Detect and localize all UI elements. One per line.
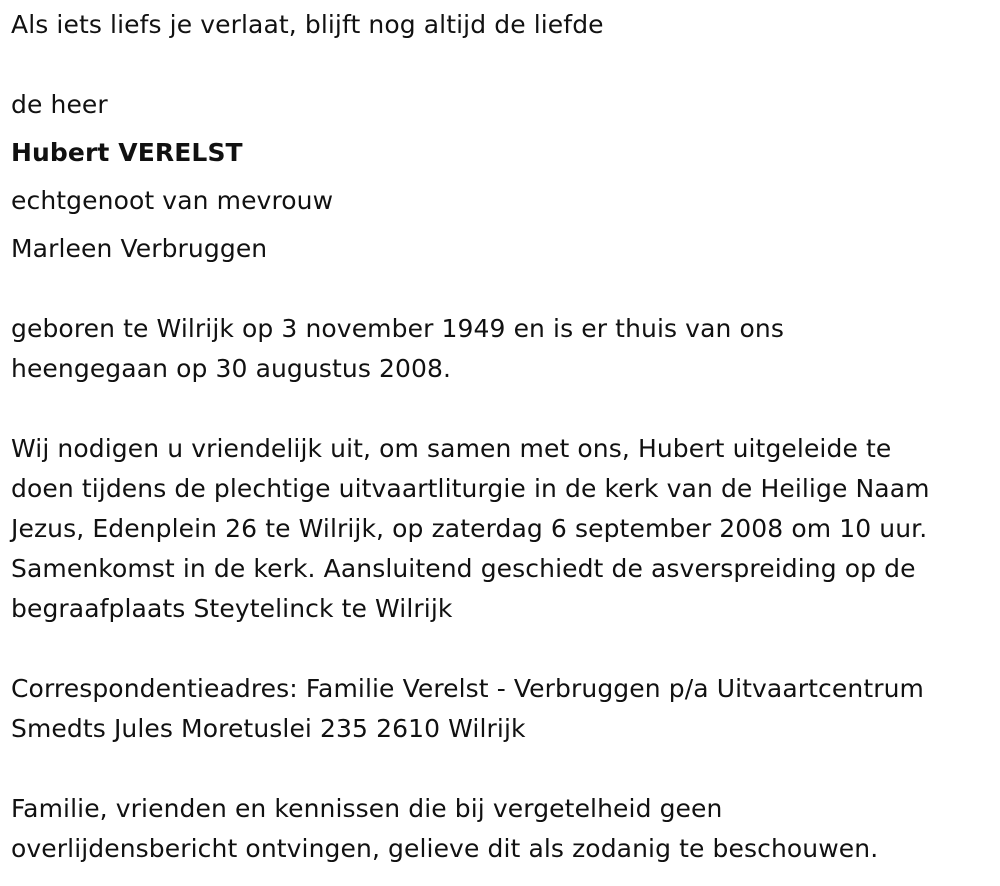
invitation-line-3: Jezus, Edenplein 26 te Wilrijk, op zaterdag 6 september 2008 om 10 uur. bbox=[11, 514, 928, 543]
correspondence-line-2: Smedts Jules Moretuslei 235 2610 Wilrijk bbox=[11, 714, 526, 743]
correspondence-line-1: Correspondentieadres: Familie Verelst - Verbruggen p/a Uitvaartcentrum bbox=[11, 674, 925, 703]
closing-line-1: Familie, vrienden en kennissen die bij vergetelheid geen bbox=[11, 794, 723, 823]
invitation-line-1: Wij nodigen u vriendelijk uit, om samen met ons, Hubert uitgeleide te bbox=[11, 434, 892, 463]
birth-death-line-2: heengegaan op 30 augustus 2008. bbox=[11, 354, 452, 383]
invitation-line-2: doen tijdens de plechtige uitvaartliturgie in de kerk van de Heilige Naam bbox=[11, 474, 930, 503]
relation-line: echtgenoot van mevrouw bbox=[11, 186, 334, 215]
invitation-line-4: Samenkomst in de kerk. Aansluitend geschiedt de asverspreiding op de bbox=[11, 554, 916, 583]
invitation-line-5: begraafplaats Steytelinck te Wilrijk bbox=[11, 594, 453, 623]
salutation: de heer bbox=[11, 90, 108, 119]
spouse-name: Marleen Verbruggen bbox=[11, 234, 268, 263]
deceased-name: Hubert VERELST bbox=[11, 138, 243, 167]
birth-death-line-1: geboren te Wilrijk op 3 november 1949 en is er thuis van ons bbox=[11, 314, 784, 343]
motto-line: Als iets liefs je verlaat, blijft nog altijd de liefde bbox=[11, 10, 604, 39]
closing-line-2: overlijdensbericht ontvingen, gelieve dit als zodanig te beschouwen. bbox=[11, 834, 879, 863]
